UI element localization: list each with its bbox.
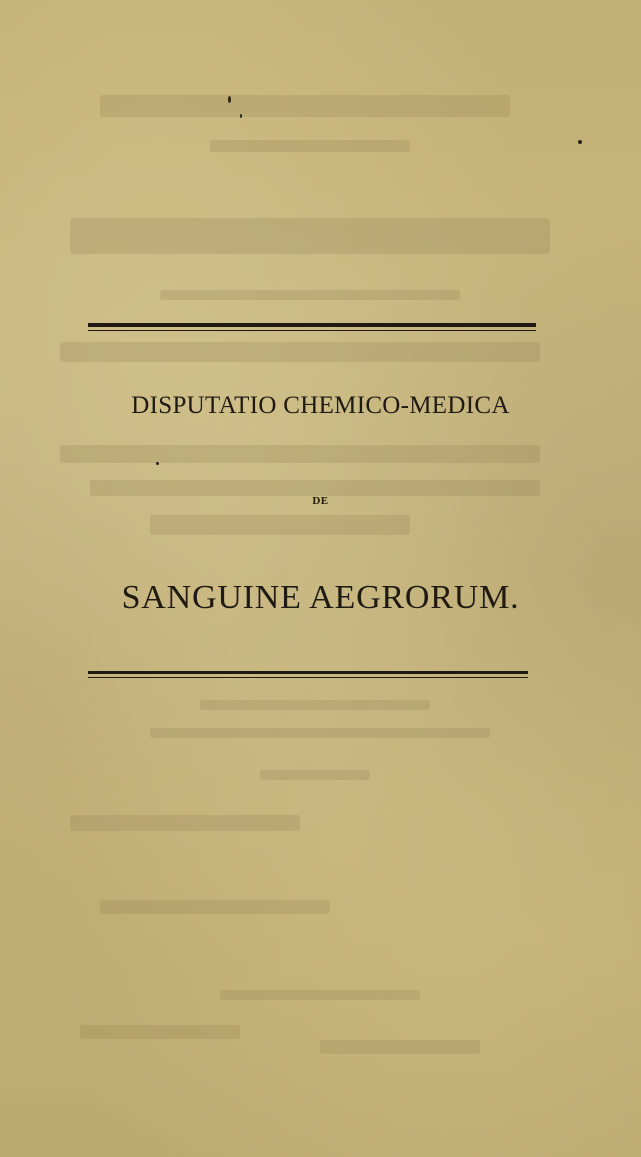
ink-speck <box>578 140 582 144</box>
ink-speck <box>228 96 231 103</box>
title-line-de: DE <box>312 495 329 507</box>
ink-speck <box>240 114 242 118</box>
bottom-rule-thick <box>88 671 528 674</box>
title-line-disputatio: DISPUTATIO CHEMICO-MEDICA <box>131 392 510 419</box>
ink-speck <box>156 462 159 465</box>
top-rule-thin <box>88 330 536 331</box>
title-line-sanguine: SANGUINE AEGRORUM. <box>121 579 520 616</box>
top-rule-thick <box>88 323 536 327</box>
bottom-rule-thin <box>88 677 528 678</box>
